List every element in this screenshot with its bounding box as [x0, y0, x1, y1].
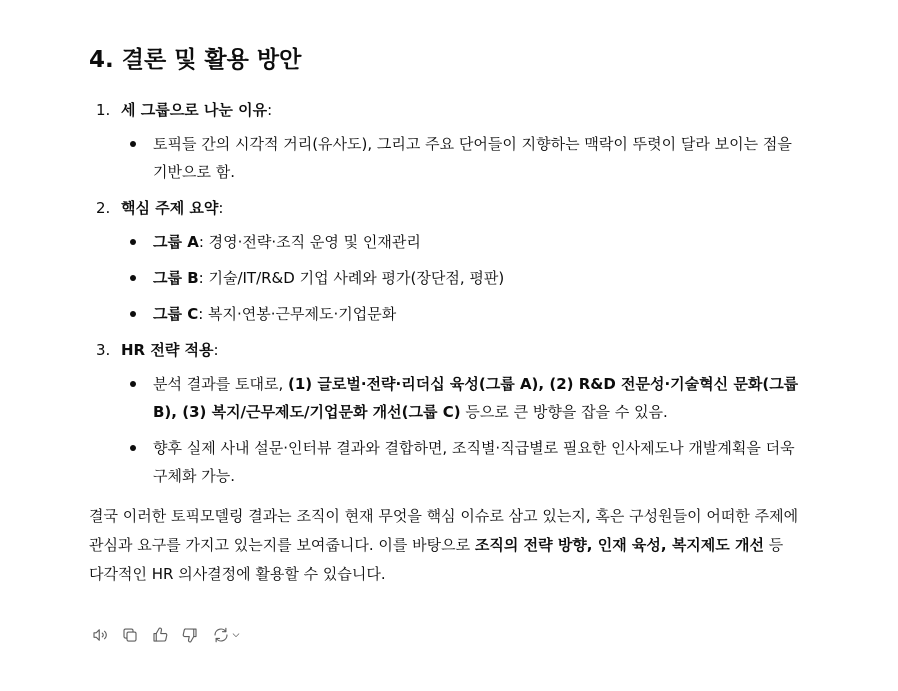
copy-button[interactable] [119, 624, 141, 646]
list-item [89, 96, 801, 186]
bad-response-button[interactable] [179, 624, 201, 646]
bullet-list [121, 130, 801, 186]
bullet-icon [130, 381, 136, 387]
list-item-title: 핵심 주제 요약: [121, 199, 224, 217]
list-item-title: HR 전략 적용: [121, 341, 219, 359]
message-actions [89, 624, 243, 646]
speaker-icon [91, 626, 109, 644]
bullet-item: 향후 실제 사내 설문·인터뷰 결과와 결합하면, 조직별·직급별로 필요한 인사제도나 개발계획을 더욱 구체화 가능. [121, 434, 801, 490]
message-content [89, 40, 801, 589]
bullet-icon [130, 239, 136, 245]
section-heading: 4. 결론 및 활용 방안 [89, 47, 302, 73]
bullet-item: 분석 결과를 토대로, (1) 글로벌·전략·리더십 육성(그룹 A), (2) R&D 전문성·기술혁신 문화(그룹 B), (3) 복지/근무제도/기업문화 개선(그룹 C) 등으로 큰 방향을 잡을 수 있음. [121, 370, 801, 426]
summary-paragraph: 결국 이러한 토픽모델링 결과는 조직이 현재 무엇을 핵심 이슈로 삼고 있는지, 혹은 구성원들이 어떠한 주제에 관심과 요구를 가지고 있는지를 보여줍니다. 이를 바탕으로 조직의 전략 방향, 인재 육성, 복지제도 개선 등 다각적인 HR 의사결정에 활용할 수 있습니다. [89, 507, 799, 583]
bullet-icon [130, 141, 136, 147]
bullet-icon [130, 275, 136, 281]
copy-icon [121, 626, 139, 644]
list-number: 3. [96, 341, 111, 359]
good-response-button[interactable] [149, 624, 171, 646]
list-item [89, 336, 801, 490]
bullet-icon [130, 445, 136, 451]
thumbs-up-icon [151, 626, 169, 644]
list-number: 2. [96, 199, 111, 217]
bullet-item: 그룹 A: 경영·전략·조직 운영 및 인재관리 [121, 228, 801, 256]
bullet-item: 그룹 B: 기술/IT/R&D 기업 사례와 평가(장단점, 평판) [121, 264, 801, 292]
regenerate-button[interactable] [209, 624, 243, 646]
regenerate-icon [212, 626, 230, 644]
bullet-item: 토픽들 간의 시각적 거리(유사도), 그리고 주요 단어들이 지향하는 맥락이 뚜렷이 달라 보이는 점을 기반으로 함. [121, 130, 801, 186]
list-item-title: 세 그룹으로 나눈 이유: [121, 101, 273, 119]
bullet-list [121, 370, 801, 490]
chevron-down-icon [231, 630, 241, 640]
thumbs-down-icon [181, 626, 199, 644]
bullet-list [121, 228, 801, 328]
list-number: 1. [96, 101, 111, 119]
bullet-item: 그룹 C: 복지·연봉·근무제도·기업문화 [121, 300, 801, 328]
numbered-list [89, 96, 801, 490]
list-item [89, 194, 801, 328]
bullet-icon [130, 311, 136, 317]
read-aloud-button[interactable] [89, 624, 111, 646]
